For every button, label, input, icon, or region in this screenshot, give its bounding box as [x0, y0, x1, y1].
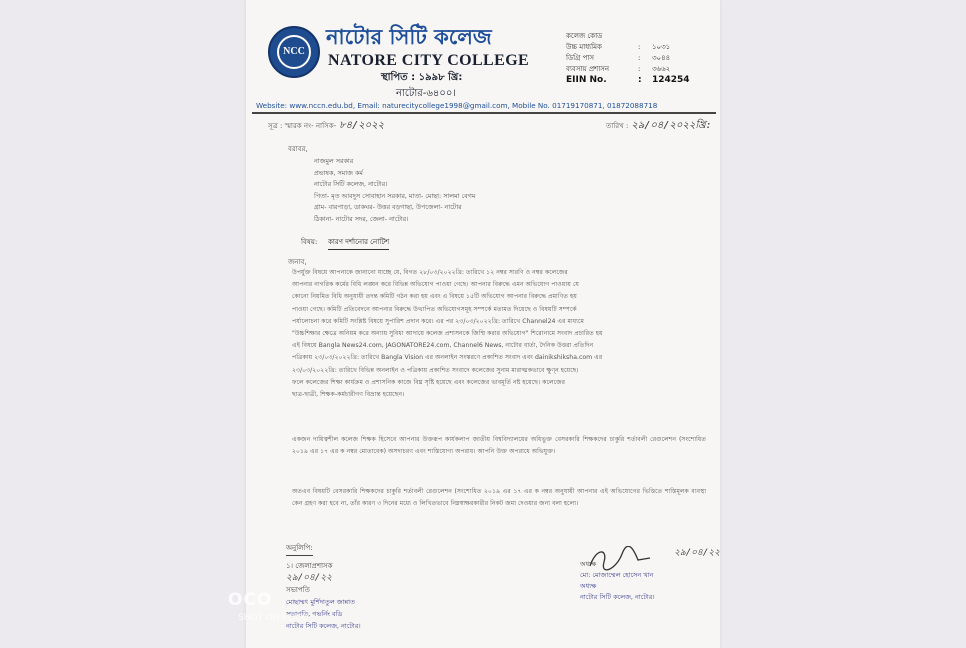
background-right: [720, 0, 966, 648]
established-year: স্থাপিত : ১৯৯৮ খ্রি:: [381, 72, 463, 83]
principal-signature-block: ২৯/০৪/২২ অধ্যক্ষ মো: মোজাম্মেল হোসেন খান অধ্যক্ষ নাটোর সিটি কলেজ, নাটোর।: [580, 548, 720, 601]
contact-line: Website: www.nccn.edu.bd, Email: naturecitycollege1998@gmail.com, Mobile No. 01719170871, 01872088718: [256, 101, 658, 110]
recipient-block: নাজমুল সরকার প্রভাষক, সমাজ কর্ম নাটোর সিটি কলেজ, নাটোর। পিতা- মৃত আবদুস সোবাহান সরকার, মাতা- মোছা: সালমা বেগম গ্রাম- বারপাড়া, ডাকঘর- উত্তর বড়গাছা, উপজেলা- নাটোর ঠিকানা- নাটোর সদর, জেলা- নাটোর।: [314, 157, 476, 223]
subject-line: কারণ দর্শানোর নোটিশ: [328, 236, 389, 250]
eiin-row: EIIN No. : 124254: [566, 75, 690, 85]
college-logo: [268, 26, 320, 78]
college-name-english: NATORE CITY COLLEGE: [328, 52, 530, 69]
copy-signature-block: অনুলিপি: ১। জেলাপ্রশাসক ২৯/০৪/২২ সভাপতি মোছাম্মৎ মুর্শিদাতুল জান্নাত সভাপতি, গভর্নিং বডি নাটোর সিটি কলেজ, নাটোর।: [286, 544, 361, 630]
letter-date: তারিখ : ২৯/০৪/২০২২খ্রি:: [606, 120, 712, 131]
subject-label: বিষয়:: [301, 238, 318, 246]
body-paragraph-1: উপর্যুক্ত বিষয়ে আপনাকে জানানো যাচ্ছে যে, বিগত ২৮/০৩/২০২২খ্রি: তারিখে ১২ নম্বর সারণি ও নম্বর কলেজের আপনার নাগরিক কর্মের বিধি লঙ্ঘন করে বিভিন্ন অভিযোগ পাওয়া গেছে। আপনার বিরুদ্ধে এমন অভিযোগ পাওয়ায় যে কোনো নিয়মিত বিধি অনুযায়ী তদন্ত কমিটি গঠন করা হয় এবং এ বিষয়ে ১৫টি অভিযোগ আপনার বিরুদ্ধে প্রমাণিত হয় পাওয়া গেছে। কমিটি প্রতিবেদনে আপনার বিরুদ্ধে উত্থাপিত অভিযোগসমূহ সম্পর্কে মতামত দিয়েছে ও বিষয়টি সম্পর্কে পর্যালোচনা করে কমিটি সংশ্লিষ্ট বিষয়ে সুপারিশ প্রদান করে। এর পর ২৩/০৩/২০২২খ্রি: তারিখে Channel24 এর মাধ্যমে "উচ্চশিক্ষার ক্ষেত্রে অনিয়ম করে অন্যায় সুবিধা আদায়ে কলেজ প্রশাসনকে জিম্মি করার অভিযোগ" শিরোনামে সংবাদ প্রচারিত হয় এই বিষয়ে Bangla News24.com, JAGONATORE24.com, Channel6 News, নাটোর বার্তা, দৈনিক উত্তরা প্রতিদিন পত্রিকায় ২৩/০৩/২০২২খ্রি: তারিখে Bangla Vision এর অনলাইন সংস্করণে প্রকাশিত সংবাদ এবং dainikshiksha.com এর ২৩/০৩/২০২২খ্রি: তারিখে বিভিন্ন অনলাইন ও পত্রিকায় প্রকাশিত সংবাদে কলেজের সুনাম মারাত্মকভাবে ক্ষুণ্ন হয়েছে। ফলে কলেজের শিক্ষা কার্যক্রম ও প্রশাসনিক কাজে বিঘ্ন সৃষ্টি হয়েছে এবং কলেজের ভাবমূর্তি নষ্ট হয়েছে। কলেজের ছাত্র-ছাত্রী, শিক্ষক-কর্মচারীগণ বিভ্রান্ত হয়েছেন।: [292, 269, 603, 398]
letter-page: [246, 0, 720, 648]
code-row: ডিগ্রি পাস : ৩০৪৪: [566, 54, 671, 62]
body-paragraph-2: একজন দায়িত্বশীল কলেজ শিক্ষক হিসেবে আপনার উক্তরূপ কার্যকলাপ জাতীয় বিশ্ববিদ্যালয়ের অধিভুক্ত বেসরকারি শিক্ষকদের চাকুরি শর্তাবলী রেগুলেশন (সংশোধিত ২০১৯ এর ১৭ এর ক নম্বর মোতাবেক) অসদাচরণ এবং শাস্তিযোগ্য অপরাধ। আপনি উক্ত অপরাধে অভিযুক্ত।: [292, 436, 706, 456]
handwritten-date-left: ২৯/০৪/২২: [286, 573, 332, 583]
camera-watermark: OCO: [228, 590, 273, 610]
college-address: নাটোর-৬৪০০।: [396, 88, 456, 99]
camera-watermark-caption: SHOT ON POCO: [238, 613, 309, 623]
code-row: ব্যবসায় প্রশাসন : ৩৬৬২: [566, 65, 671, 73]
handwritten-date-right: ২৯/০৪/২২: [674, 548, 720, 558]
header-divider: [252, 112, 716, 114]
salutation-to: বরাবর,: [288, 145, 308, 153]
greeting: জনাব,: [288, 258, 307, 266]
code-row: উচ্চ মাধ্যমিক : ১০৩১: [566, 43, 671, 51]
body-paragraph-3: অতএব বিষয়টি বেসরকারি শিক্ষকদের চাকুরি শর্তাবলী রেগুলেশন (সংশোধিত ২০১৯ এর ১৭ এর ক নম্বর অনুযায়ী আপনার এই অভিযোগের ভিত্তিতে শাস্তিমূলক ব্যবস্থা কেন গ্রহণ করা হবে না, তাঁর কারণ ৩ দিনের মধ্যে ও লিখিতভাবে নিম্নস্বাক্ষরকারীর নিকট জমা দেওয়ার জন্য বলা হলো।: [292, 488, 706, 508]
codes-title: কলেজ কোড: [566, 32, 603, 40]
memo-value: ৮৪/২০২২: [339, 120, 385, 131]
logo-text: NCC: [277, 35, 311, 69]
college-codes: [566, 30, 716, 86]
background-left: [0, 0, 246, 648]
copy-label: অনুলিপি:: [286, 542, 313, 556]
memo-number: সূত্র : স্মারক নং- নাসিক- ৮৪/২০২২: [268, 120, 385, 131]
date-value: ২৯/০৪/২০২২খ্রি:: [631, 120, 712, 131]
college-name-bengali: নাটোর সিটি কলেজ: [326, 25, 492, 49]
